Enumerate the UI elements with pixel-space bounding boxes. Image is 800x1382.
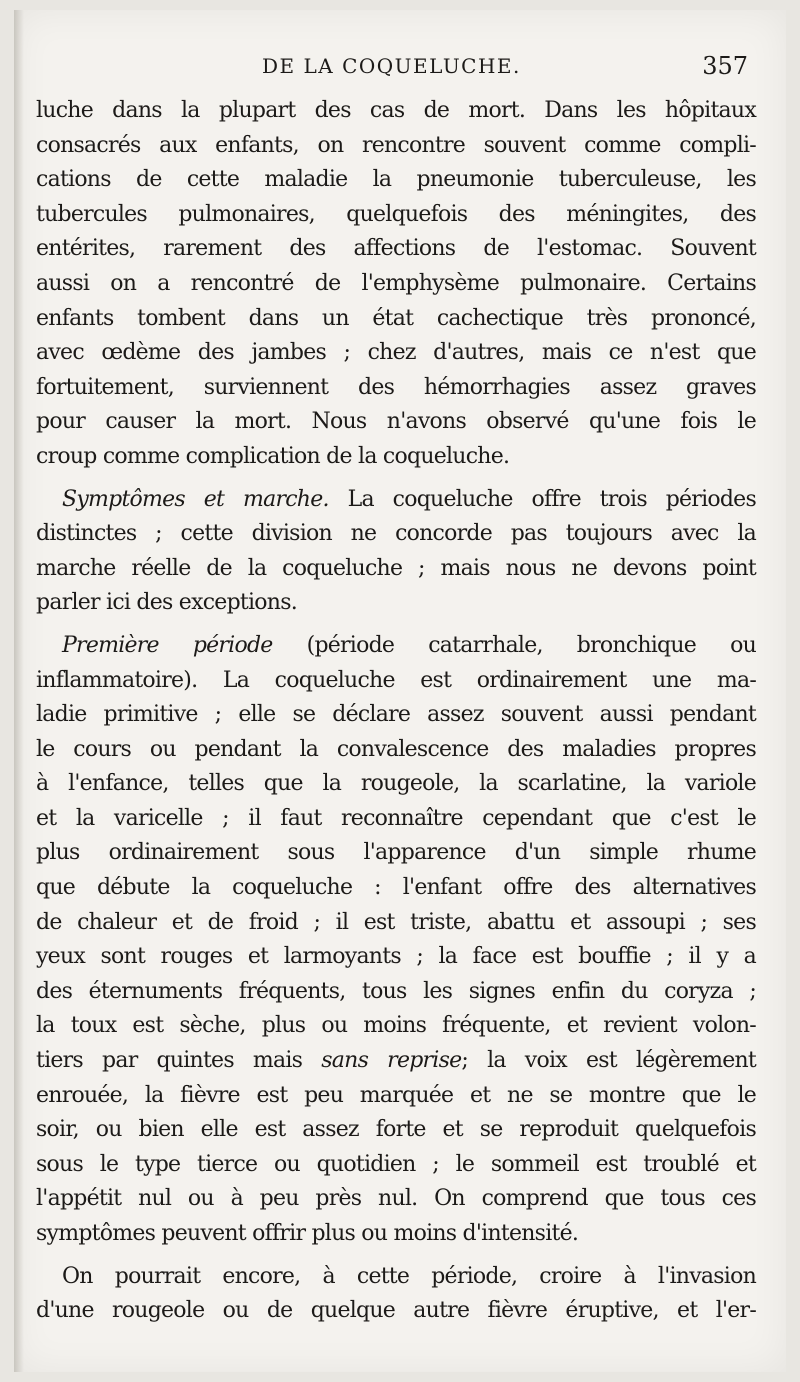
book-page: [14, 10, 786, 1372]
page-spine-shadow: [14, 10, 24, 1372]
text-line: que débute la coqueluche : l'enfant offre des alternatives: [36, 875, 756, 901]
italic-phrase-sans-reprise: sans reprise: [321, 1048, 462, 1074]
text-line: plus ordinairement sous l'apparence d'un simple rhume: [36, 840, 756, 866]
text-line: consacrés aux enfants, on rencontre souvent comme compli-: [36, 132, 756, 158]
text-line: le cours ou pendant la convalescence des maladies propres: [36, 736, 756, 762]
text-line: symptômes peuvent offrir plus ou moins d'intensité.: [36, 1221, 579, 1246]
text-line: cations de cette maladie la pneumonie tuberculeuse, les: [36, 167, 756, 193]
page-number: 357: [702, 52, 748, 80]
text-line: l'appétit nul ou à peu près nul. On comprend que tous ces: [36, 1186, 756, 1212]
section-heading-premiere-periode: Première période: [62, 632, 273, 658]
text-line: distinctes ; cette division ne concorde pas toujours avec la: [36, 521, 756, 547]
text-line: et la varicelle ; il faut reconnaître cependant que c'est le: [36, 805, 756, 831]
text-line: [36, 1044, 756, 1079]
text-line: enfants tombent dans un état cachectique très prononcé,: [36, 305, 756, 331]
text-line: la toux est sèche, plus ou moins fréquente, et revient volon-: [36, 1013, 756, 1039]
text-line: yeux sont rouges et larmoyants ; la face est bouffie ; il y a: [36, 944, 756, 970]
section-heading-symptomes: Symptômes et marche.: [62, 486, 329, 512]
text-line: à l'enfance, telles que la rougeole, la scarlatine, la variole: [36, 771, 756, 797]
text-line: aussi on a rencontré de l'emphysème pulmonaire. Certains: [36, 270, 756, 296]
page-header: [14, 54, 786, 84]
text-line: de chaleur et de froid ; il est triste, abattu et assoupi ; ses: [36, 909, 756, 935]
text-line: parler ici des exceptions.: [36, 590, 297, 616]
text-line: fortuitement, surviennent des hémorrhagies assez graves: [36, 374, 756, 400]
text-line: soir, ou bien elle est assez forte et se reproduit quelquefois: [36, 1117, 756, 1143]
text-fragment: ; la voix est légèrement: [461, 1048, 756, 1074]
text-fragment: (période catarrhale, bronchique ou: [306, 632, 756, 658]
text-line: [36, 629, 756, 664]
text-fragment: La coqueluche offre trois périodes: [347, 486, 756, 512]
text-line: inflammatoire). La coqueluche est ordinairement une ma-: [36, 667, 756, 693]
text-line: avec œdème des jambes ; chez d'autres, mais ce n'est que: [36, 340, 756, 366]
text-line: entérites, rarement des affections de l'estomac. Souvent: [36, 236, 756, 262]
text-line: [36, 483, 756, 518]
text-line: des éternuments fréquents, tous les signes enfin du coryza ;: [36, 978, 756, 1004]
text-line: On pourrait encore, à cette période, croire à l'invasion: [62, 1263, 756, 1289]
text-line: ladie primitive ; elle se déclare assez souvent aussi pendant: [36, 702, 756, 728]
text-line: croup comme complication de la coqueluche.: [36, 443, 510, 469]
text-fragment: tiers par quintes mais: [36, 1048, 303, 1074]
text-line: marche réelle de la coqueluche ; mais nous ne devons point: [36, 555, 756, 581]
running-title: DE LA COQUELUCHE.: [262, 54, 521, 78]
text-line: sous le type tierce ou quotidien ; le sommeil est troublé et: [36, 1151, 756, 1177]
text-line: enrouée, la fièvre est peu marquée et ne se montre que le: [36, 1082, 756, 1108]
text-line: pour causer la mort. Nous n'avons observé qu'une fois le: [36, 409, 756, 435]
text-line: tubercules pulmonaires, quelquefois des méningites, des: [36, 201, 756, 227]
body-text: [36, 94, 756, 1329]
text-line: d'une rougeole ou de quelque autre fièvre éruptive, et l'er-: [36, 1298, 756, 1324]
text-line: luche dans la plupart des cas de mort. Dans les hôpitaux: [36, 98, 756, 123]
